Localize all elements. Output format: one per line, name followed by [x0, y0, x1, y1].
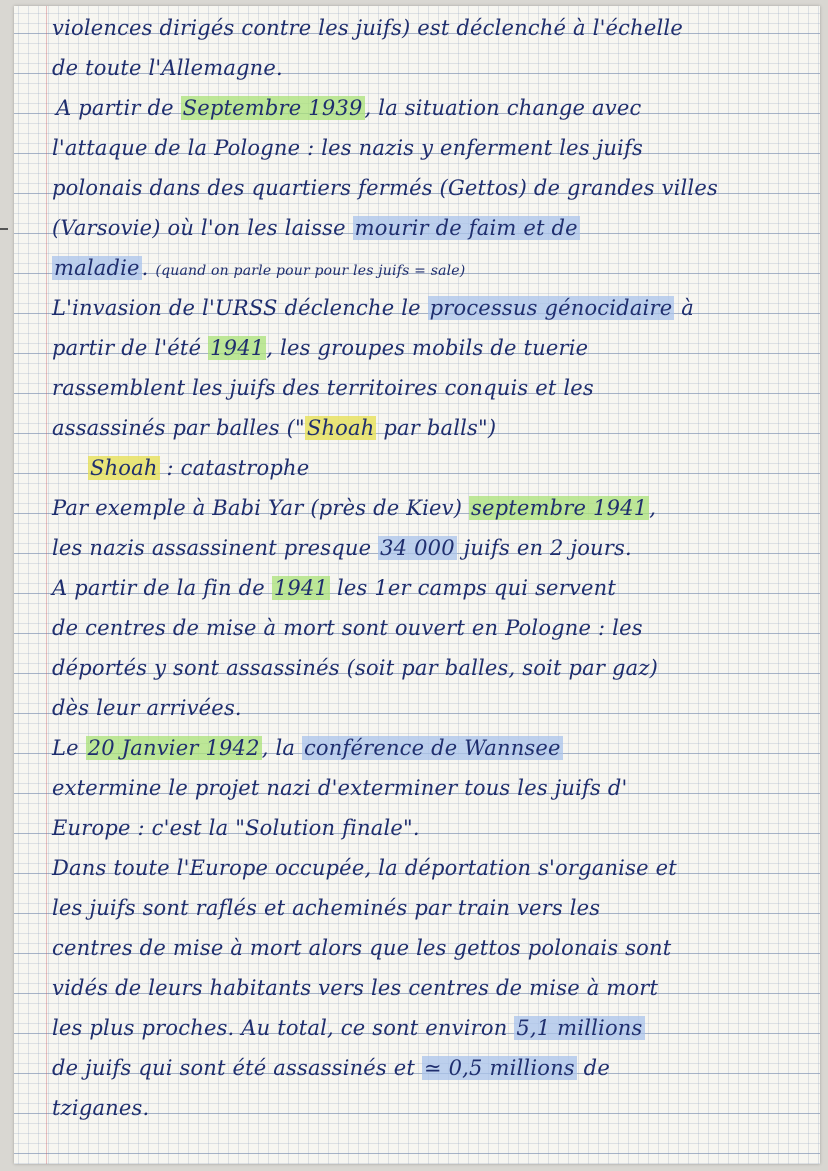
text-line: [52, 494, 656, 522]
text-run: Europe : c'est la "Solution finale".: [52, 816, 420, 840]
text-run: L'invasion de l'URSS déclenche le: [52, 296, 428, 320]
text-line: [52, 334, 588, 362]
text-run: , la situation change avec: [364, 96, 642, 120]
text-run: les juifs sont raflés et acheminés par train vers les: [52, 896, 601, 920]
highlighted-text: processus génocidaire: [429, 296, 673, 320]
highlighted-text: septembre 1941: [471, 496, 648, 520]
text-line: [52, 254, 465, 285]
text-run: dès leur arrivées.: [52, 696, 242, 720]
annotation-text: (quand on parle pour pour les juifs = sale): [155, 263, 466, 279]
text-run: A partir de: [56, 96, 181, 120]
highlighted-text: mourir de faim et de: [354, 216, 578, 240]
text-run: A partir de la fin de: [52, 576, 272, 600]
text-line: [52, 934, 671, 962]
highlighted-text: 20 Janvier 1942: [87, 736, 260, 760]
text-line: [52, 374, 594, 402]
margin-line: [46, 6, 47, 1164]
text-line: [52, 654, 658, 682]
text-line: [56, 94, 641, 122]
text-run: extermine le projet nazi d'exterminer tous les juifs d': [52, 776, 628, 800]
text-run: , les groupes mobils de tuerie: [266, 336, 589, 360]
text-run: , la: [261, 736, 302, 760]
text-run: assassinés par balles (": [52, 416, 305, 440]
highlighted-text: 1941: [273, 576, 329, 600]
text-line: [52, 1054, 610, 1082]
text-run: tziganes.: [52, 1096, 150, 1120]
text-run: : catastrophe: [159, 456, 310, 480]
text-run: centres de mise à mort alors que les gettos polonais sont: [52, 936, 672, 960]
text-run: de toute l'Allemagne.: [52, 56, 283, 80]
text-run: Dans toute l'Europe occupée, la déportation s'organise et: [52, 856, 677, 880]
text-line: [52, 1094, 149, 1122]
text-run: Par exemple à Babi Yar (près de Kiev): [52, 496, 470, 520]
text-run: (Varsovie) où l'on les laisse: [52, 216, 353, 240]
text-line: [88, 454, 309, 482]
text-line: [52, 854, 677, 882]
text-line: [52, 534, 632, 562]
text-run: les nazis assassinent presque: [52, 536, 379, 560]
text-run: de centres de mise à mort sont ouvert en Pologne : les: [52, 616, 643, 640]
highlighted-text: Septembre 1939: [182, 96, 363, 120]
text-line: [52, 294, 694, 322]
highlighted-text: 1941: [210, 336, 265, 360]
text-run: vidés de leurs habitants vers les centres de mise à mort: [52, 976, 659, 1000]
text-run: l'attaque de la Pologne : les nazis y enferment les juifs: [52, 136, 643, 160]
text-run: ,: [649, 496, 657, 520]
text-line: [52, 134, 643, 162]
text-line: [52, 214, 580, 242]
text-line: [52, 574, 616, 602]
edge-mark: [0, 228, 8, 230]
text-line: [52, 734, 563, 762]
text-line: [52, 14, 683, 42]
text-run: les plus proches. Au total, ce sont environ: [52, 1016, 515, 1040]
text-run: partir de l'été: [52, 336, 209, 360]
text-run: violences dirigés contre les juifs) est déclenché à l'échelle: [52, 16, 683, 40]
text-run: de juifs qui sont été assassinés et: [52, 1056, 422, 1080]
text-line: [52, 974, 658, 1002]
highlighted-text: Shoah: [306, 416, 375, 440]
text-line: [52, 1014, 645, 1042]
text-run: déportés y sont assassinés (soit par balles, soit par gaz): [52, 656, 658, 680]
text-run: Le: [52, 736, 86, 760]
text-run: rassemblent les juifs des territoires conquis et les: [52, 376, 594, 400]
text-run: juifs en 2 jours.: [456, 536, 632, 560]
text-run: par balls"): [376, 416, 497, 440]
text-run: les 1er camps qui servent: [330, 576, 616, 600]
text-line: [52, 814, 420, 842]
highlighted-text: ≃ 0,5 millions: [423, 1056, 575, 1080]
text-run: .: [141, 256, 156, 280]
text-line: [52, 414, 496, 442]
text-line: [52, 894, 600, 922]
highlighted-text: 34 000: [380, 536, 455, 560]
notebook-page: [14, 6, 820, 1164]
text-line: [52, 54, 283, 82]
text-run: à: [674, 296, 694, 320]
text-run: polonais dans des quartiers fermés (Gettos) de grandes villes: [52, 176, 718, 200]
text-line: [52, 174, 718, 202]
highlighted-text: conférence de Wannsee: [303, 736, 561, 760]
highlighted-text: maladie: [54, 256, 140, 280]
text-line: [52, 774, 627, 802]
text-run: de: [576, 1056, 610, 1080]
highlighted-text: Shoah: [90, 456, 158, 480]
text-line: [52, 614, 643, 642]
text-line: [52, 694, 242, 722]
highlighted-text: 5,1 millions: [516, 1016, 643, 1040]
